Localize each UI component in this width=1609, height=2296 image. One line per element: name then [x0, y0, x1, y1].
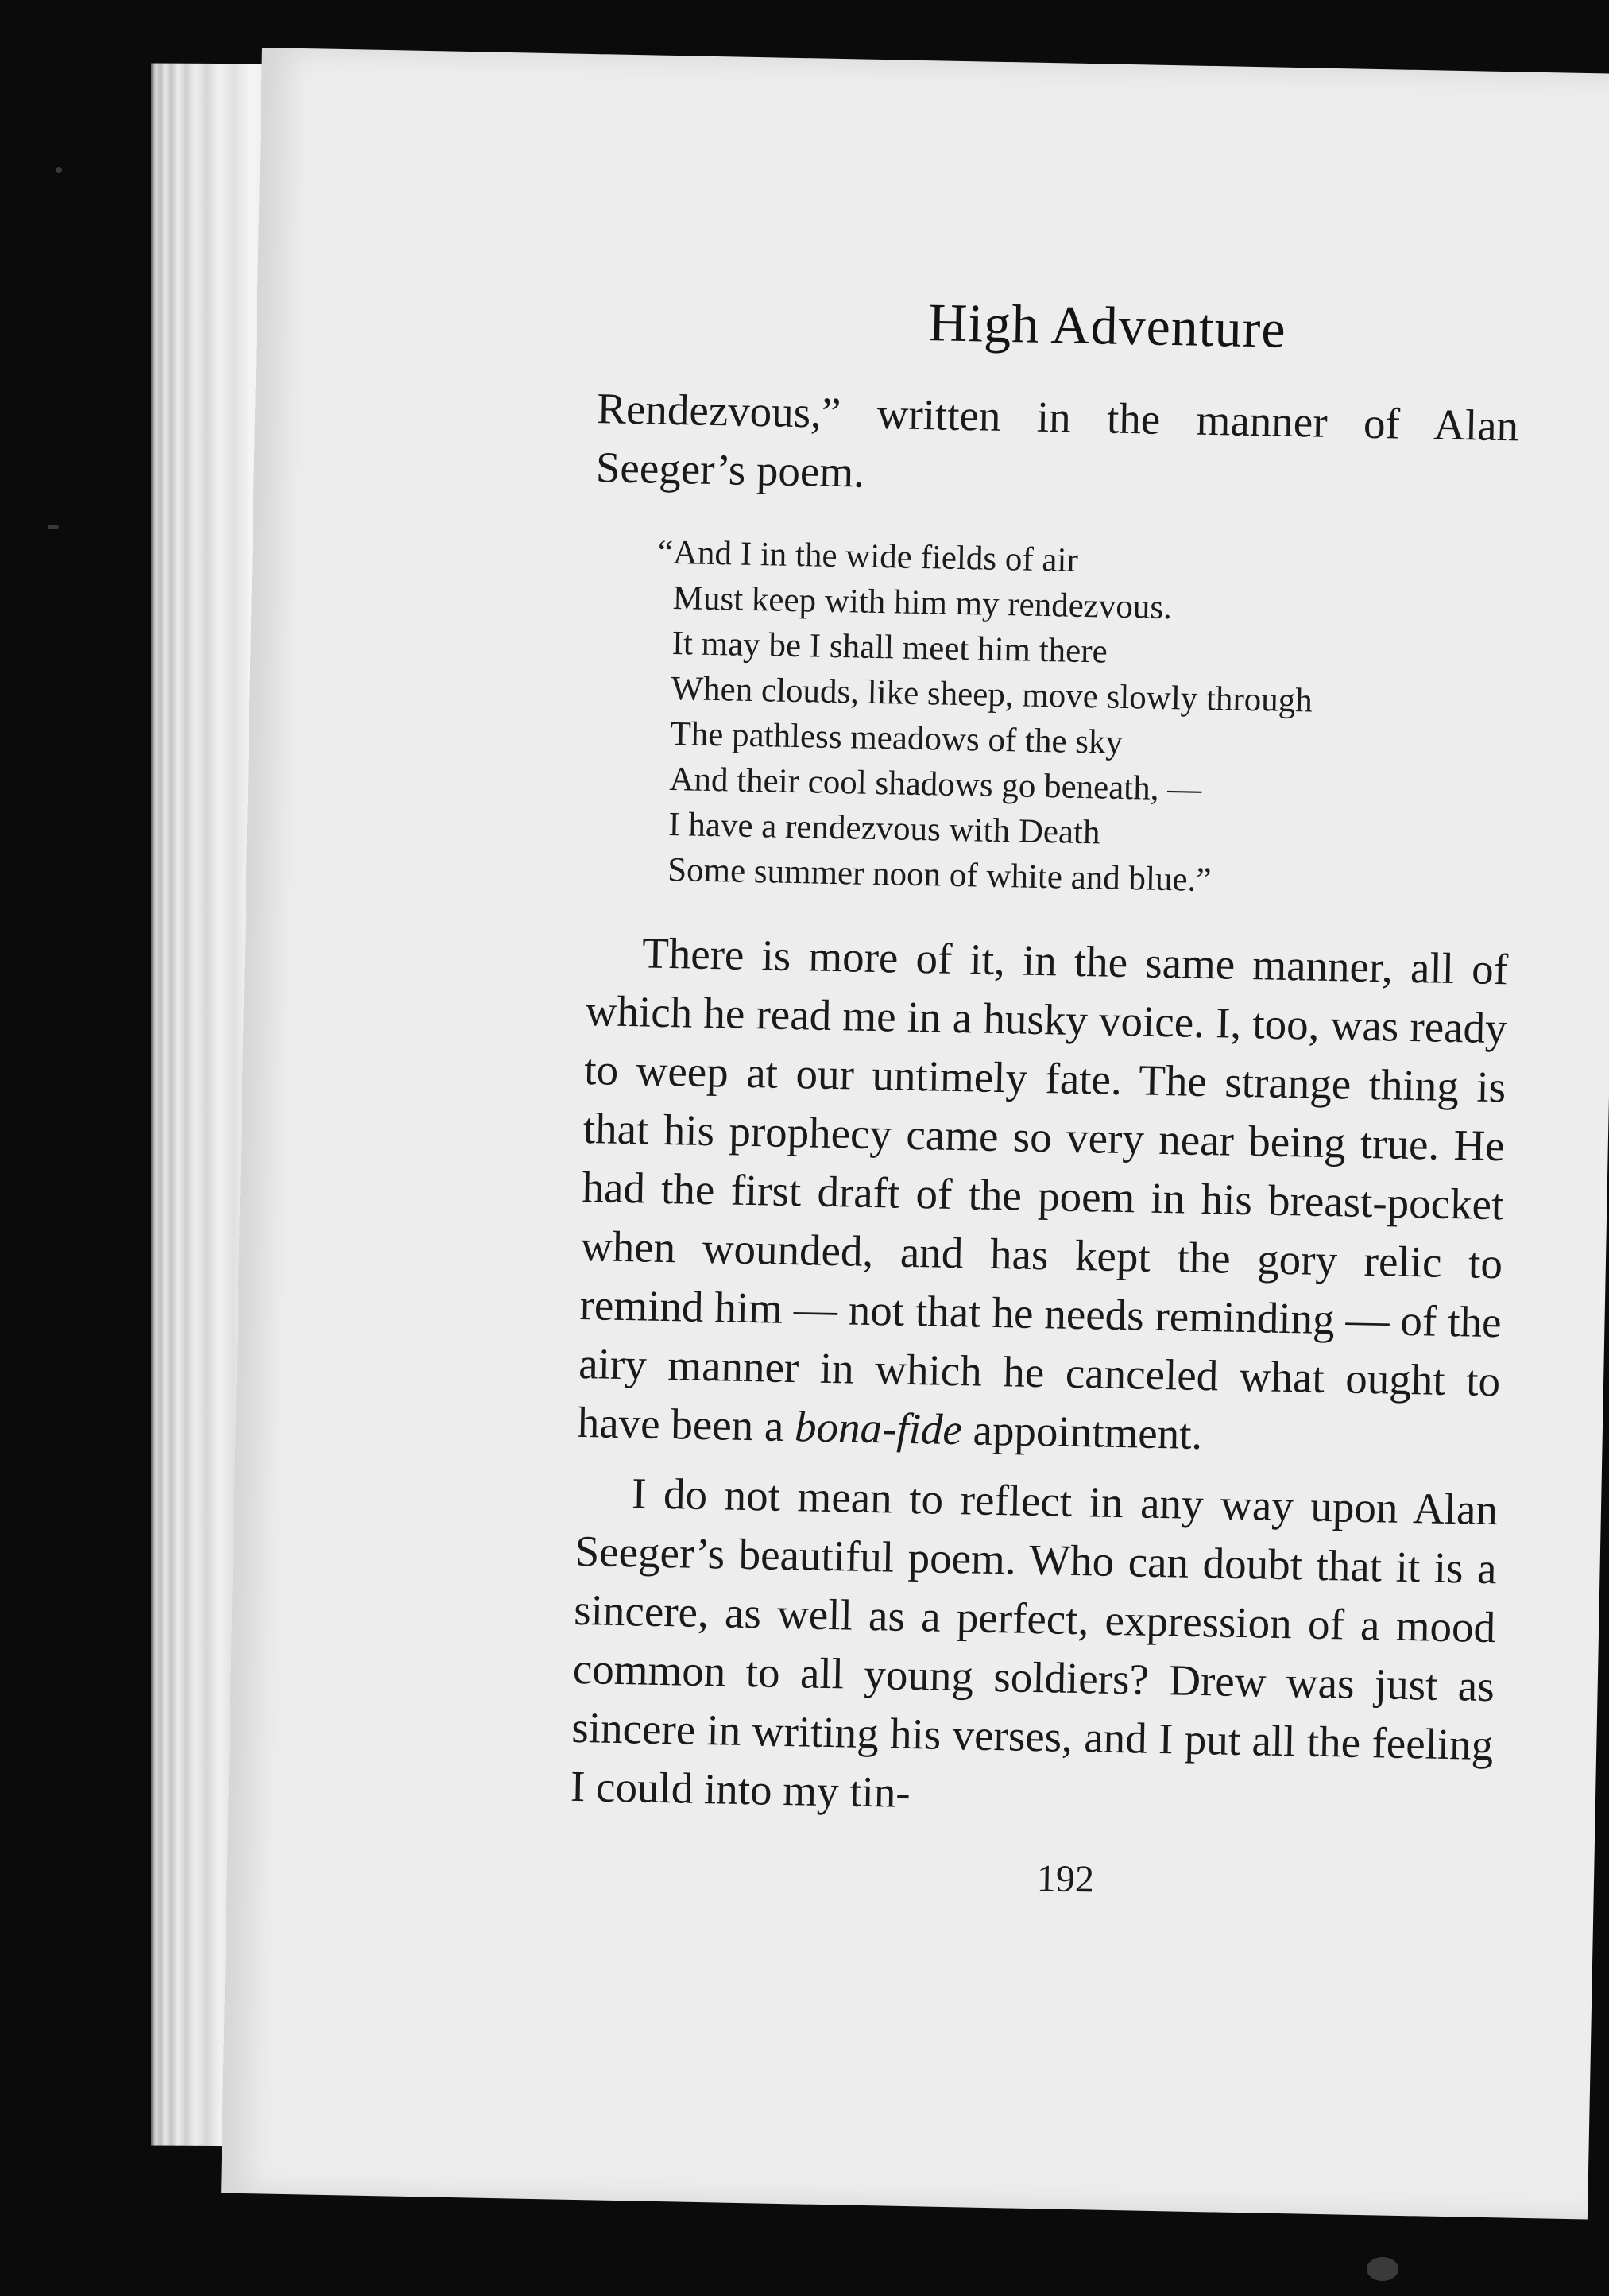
scan-speck [48, 525, 59, 529]
running-head: High Adventure [927, 292, 1287, 359]
poem-line: The pathless meadows of the sky [670, 715, 1124, 761]
book-page [221, 48, 1609, 2220]
paragraph-2-end: appointment. [961, 1405, 1203, 1459]
poem-line: When clouds, like sheep, move slowly through [671, 670, 1313, 720]
opening-paragraph: Rendezvous,” written in the manner of Alan Seeger’s poem. [595, 384, 1519, 497]
poem-line: And their cool shadows go beneath, — [668, 761, 1202, 808]
poem-line: Some summer noon of white and blue.” [667, 850, 1212, 900]
paragraph-2-italic: bona-fide [794, 1402, 963, 1454]
scan-speck [56, 167, 62, 173]
poem-line: Must keep with him my rendezvous. [672, 579, 1173, 627]
poem-line: “And I in the wide fields of air [657, 533, 1079, 579]
page-text-block [569, 237, 1522, 1909]
poem-line: It may be I shall meet him there [671, 625, 1108, 671]
scan-speck [1367, 2257, 1398, 2281]
paragraph-2 [577, 923, 1509, 1469]
paragraph-2-text: There is more of it, in the same manner, all of which he read me in a husky voice. I, too, was ready to weep at our untimely fate. The strange thing is that his prophecy came so very near being true. He had the first draft of the poem in his breast-pocket when wounded, and has kept the gory relic to remind him — not that he needs reminding — of the airy manner in which he canceled what ought to have been a [577, 928, 1509, 1451]
poem-quotation [652, 530, 1517, 909]
paragraph-3: I do not mean to reflect in any way upon Alan Seeger’s beautiful poem. Who can doubt that it is a sincere, as well as a perfect, expression of a mood common to all young soldiers? Drew was just as sincere in writing his verses, and I put all the feeling I could into my tin- [570, 1469, 1499, 1818]
page-number: 192 [1036, 1857, 1095, 1901]
poem-line: I have a rendezvous with Death [667, 806, 1100, 852]
